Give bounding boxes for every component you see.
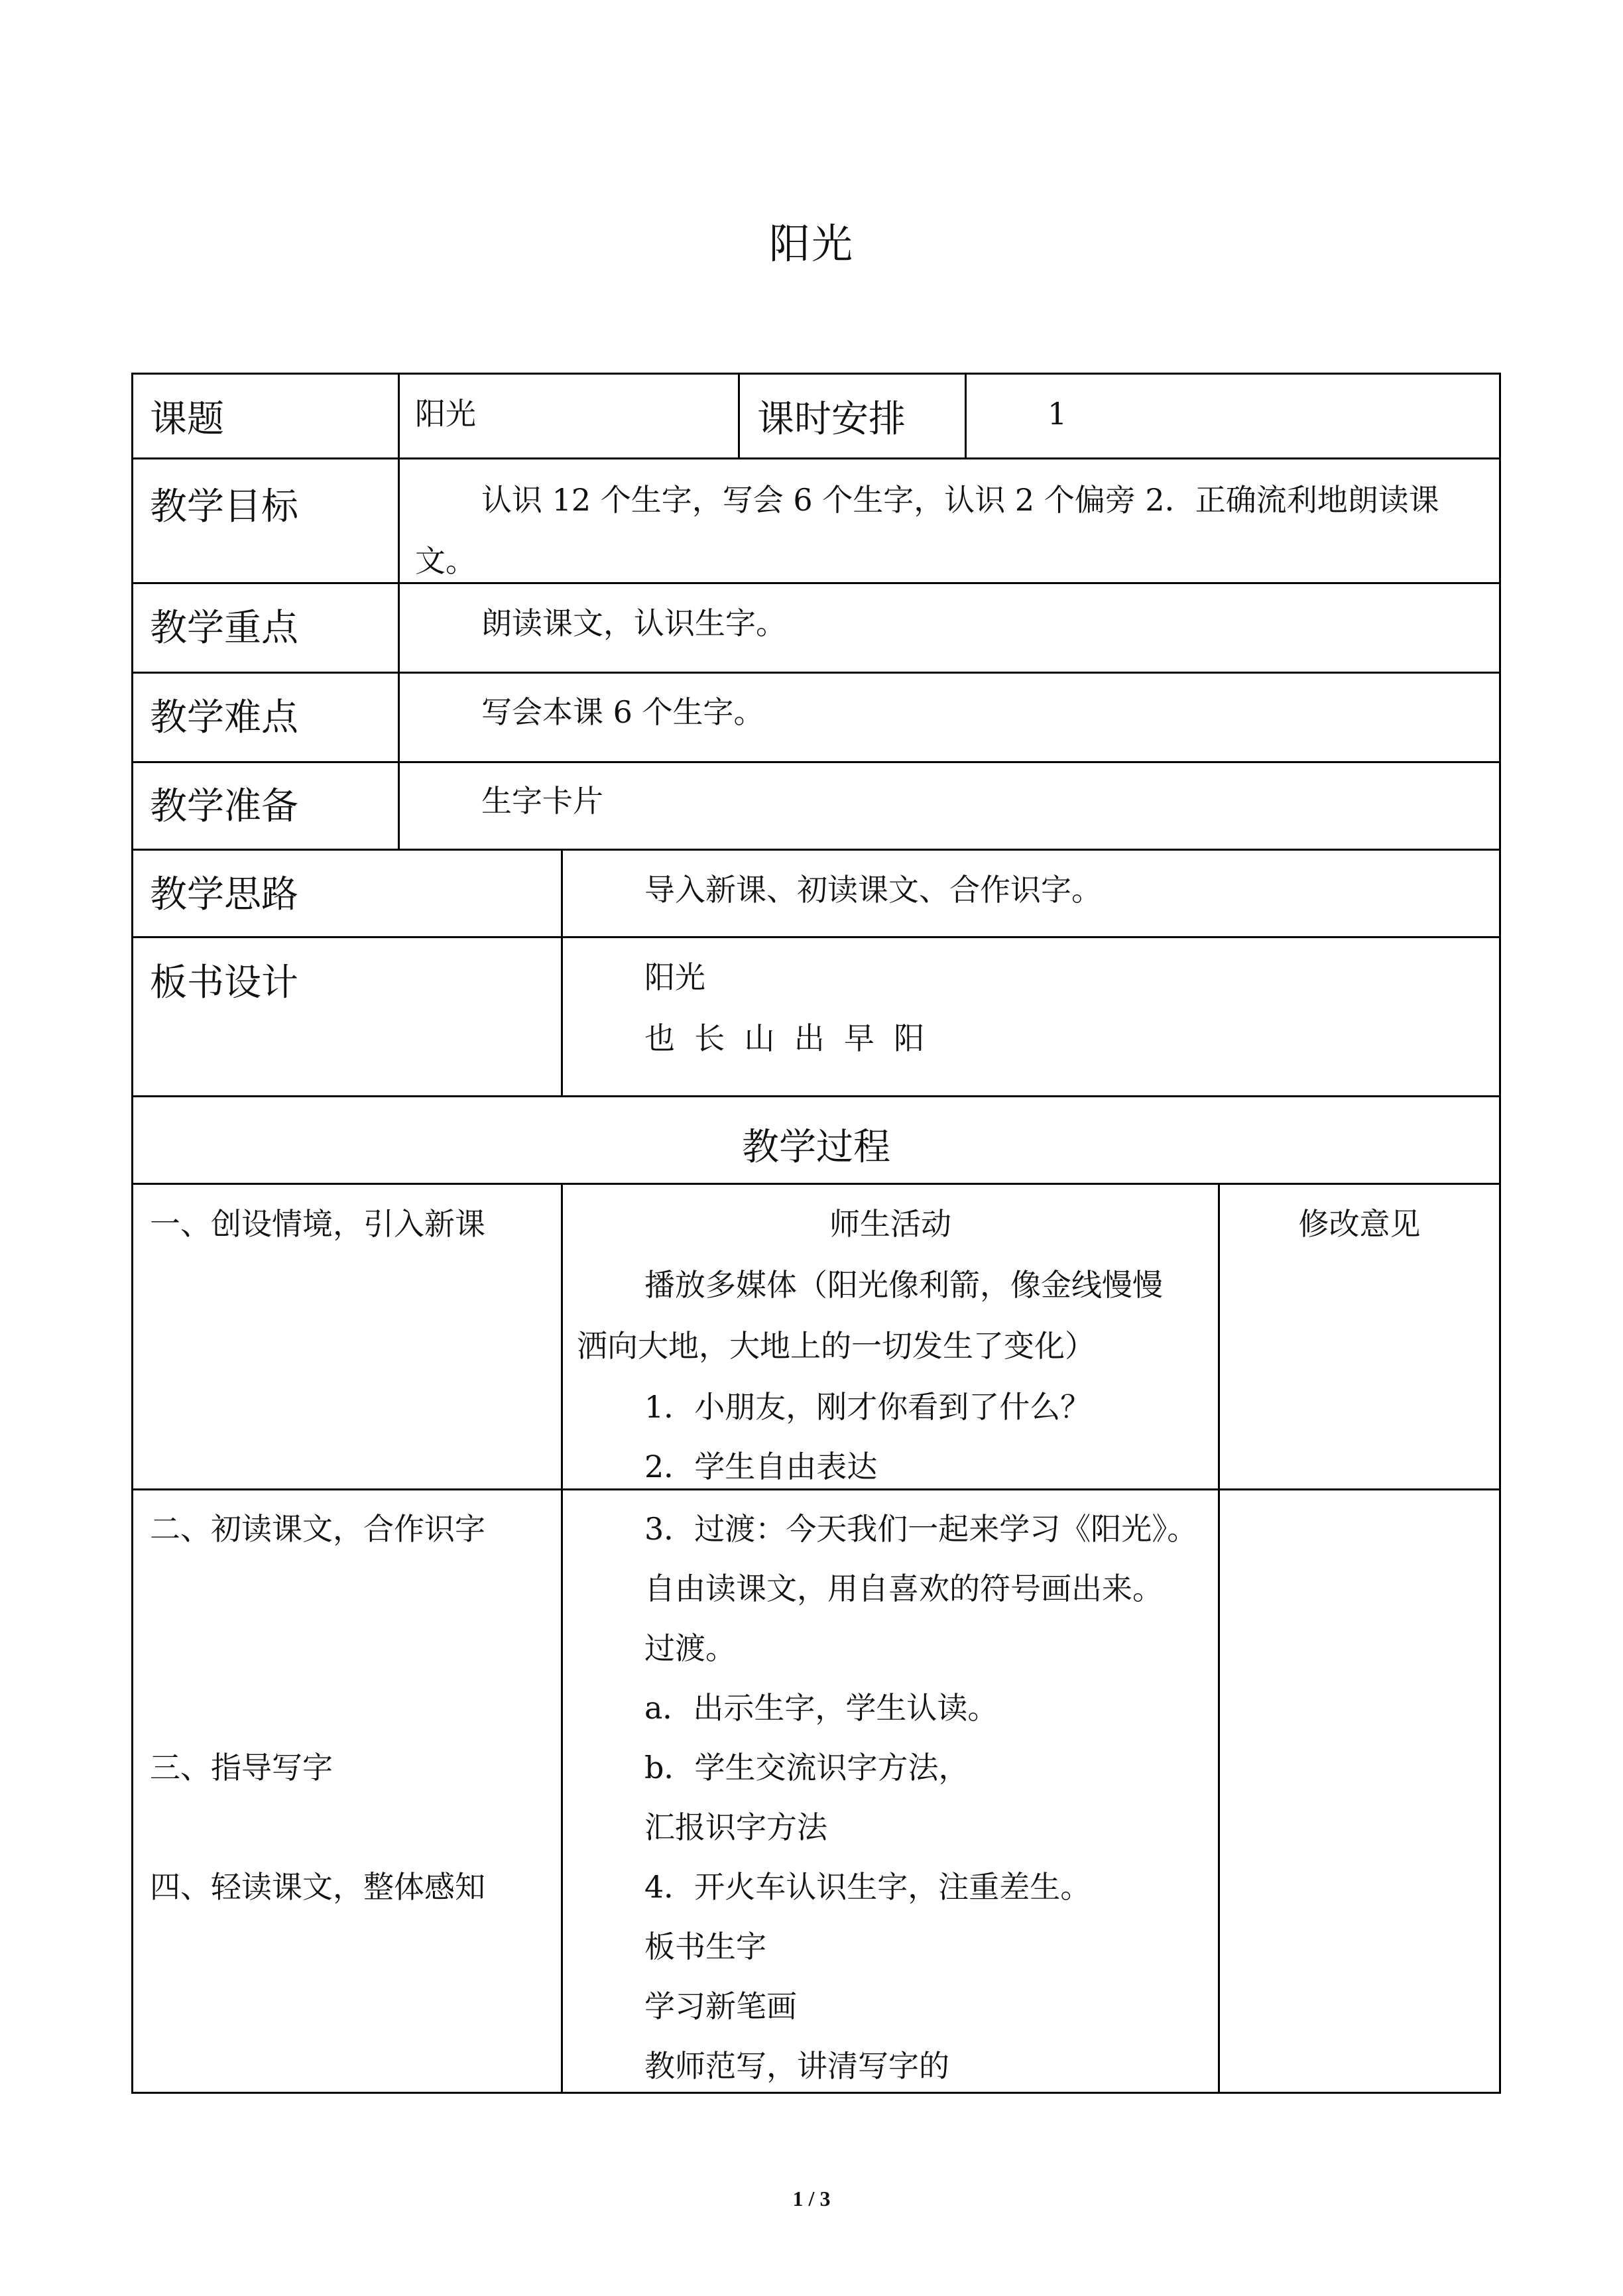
- table-border: [561, 849, 563, 1095]
- table-border: [738, 373, 740, 457]
- table-border: [1218, 1183, 1220, 2094]
- hours-label: 课时安排: [757, 398, 906, 441]
- goal-label: 教学目标: [150, 485, 298, 528]
- table-border: [131, 1183, 1501, 1185]
- step2-line: a．出示生字，学生认读。: [644, 1690, 998, 1726]
- step2-line: 3．过渡：今天我们一起来学习《阳光》。: [644, 1511, 1198, 1547]
- notes-column-header: 修改意见: [1298, 1206, 1421, 1242]
- hours-value: 1: [1048, 396, 1067, 432]
- table-border: [561, 1183, 563, 2094]
- prep-text: 生字卡片: [481, 783, 603, 819]
- step2-line: 4．开火车认识生字，注重差生。: [644, 1869, 1091, 1905]
- table-border: [398, 373, 400, 849]
- table-border: [131, 373, 1501, 375]
- step1-line: 1．小朋友，刚才你看到了什么？: [644, 1389, 1091, 1425]
- step1-label: 一、创设情境，引入新课: [150, 1206, 485, 1242]
- goal-text-line1: 认识 12 个生字，写会 6 个生字，认识 2 个偏旁 2．正确流利地朗读课: [481, 482, 1439, 518]
- idea-text: 导入新课、初读课文、合作识字。: [644, 872, 1102, 908]
- step1-line: 洒向大地，大地上的一切发生了变化）: [577, 1328, 1095, 1364]
- page-title: 阳光: [768, 219, 854, 268]
- step1-line: 播放多媒体（阳光像利箭，像金线慢慢: [644, 1267, 1163, 1303]
- board-label: 板书设计: [150, 961, 298, 1004]
- table-border: [131, 761, 1501, 763]
- table-border: [131, 936, 1501, 938]
- prep-label: 教学准备: [150, 785, 298, 828]
- difficulty-label: 教学难点: [150, 696, 298, 739]
- table-border: [1499, 373, 1501, 2094]
- step2-line: 教师范写，讲清写字的: [644, 2048, 949, 2084]
- step2-line: 学习新笔画: [644, 1988, 797, 2024]
- process-heading: 教学过程: [742, 1126, 890, 1169]
- goal-text-line2: 文。: [415, 543, 476, 579]
- table-border: [131, 457, 1501, 459]
- table-border: [131, 582, 1501, 584]
- step1-line: 2．学生自由表达: [644, 1449, 878, 1484]
- board-line2: 也 长 山 出 早 阳: [644, 1020, 925, 1056]
- idea-label: 教学思路: [150, 873, 298, 916]
- step2-line: 汇报识字方法: [644, 1809, 827, 1845]
- step2-line: 板书生字: [644, 1929, 766, 1964]
- topic-label: 课题: [150, 398, 224, 441]
- board-line1: 阳光: [644, 959, 705, 995]
- table-border: [131, 672, 1501, 674]
- table-border: [131, 849, 1501, 851]
- table-border: [131, 373, 133, 2094]
- step2-line: b．学生交流识字方法，: [644, 1750, 969, 1785]
- topic-value: 阳光: [415, 396, 476, 432]
- activity-column-header: 师生活动: [829, 1206, 951, 1242]
- page-number: 1 / 3: [792, 2187, 831, 2210]
- table-border: [965, 373, 967, 457]
- step3-label: 三、指导写字: [150, 1750, 333, 1785]
- step2-line: 自由读课文，用自喜欢的符号画出来。: [644, 1571, 1163, 1606]
- focus-label: 教学重点: [150, 607, 298, 650]
- step2-label: 二、初读课文，合作识字: [150, 1511, 485, 1547]
- difficulty-text: 写会本课 6 个生字。: [481, 694, 764, 730]
- step4-label: 四、轻读课文，整体感知: [150, 1869, 485, 1905]
- table-border: [131, 1095, 1501, 1097]
- focus-text: 朗读课文，认识生字。: [481, 605, 786, 641]
- step2-line: 过渡。: [644, 1630, 736, 1666]
